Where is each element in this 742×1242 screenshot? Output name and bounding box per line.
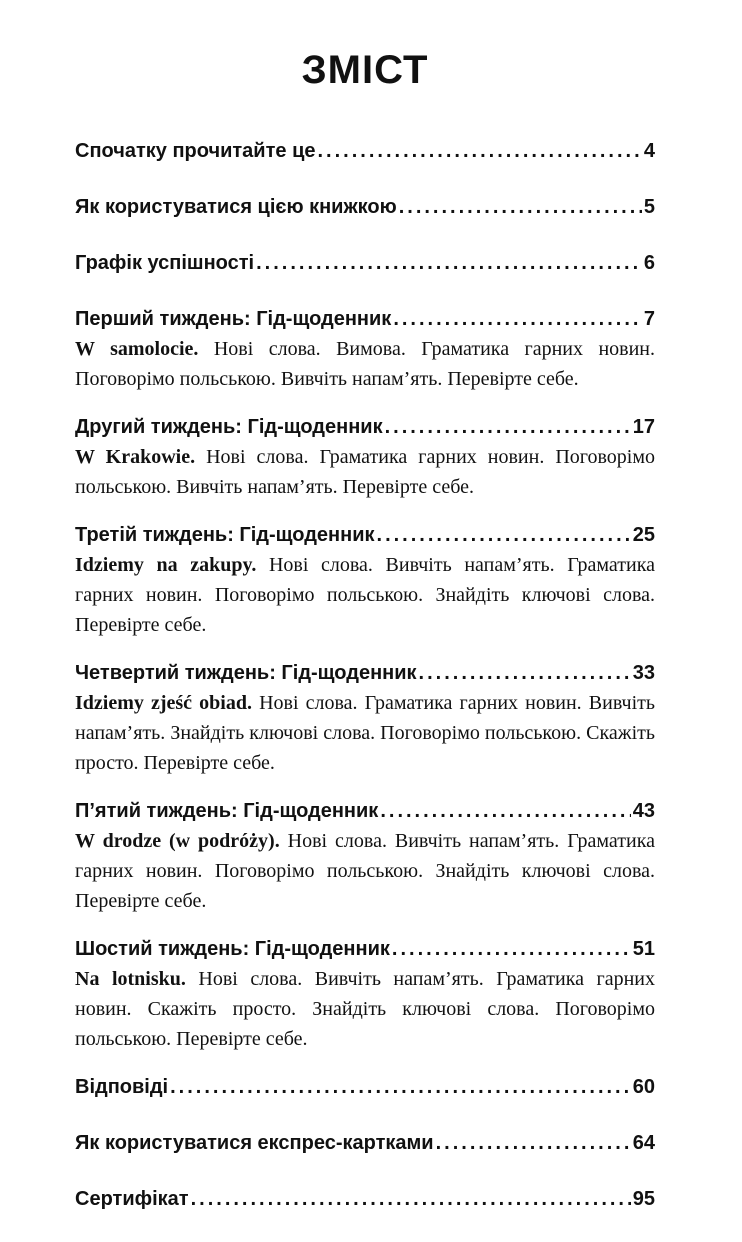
toc-label: Другий тиждень: Гід-щоденник <box>75 416 383 438</box>
lesson-title: Idziemy na zakupy. <box>75 554 257 576</box>
dot-leader <box>380 798 630 824</box>
toc-entry[interactable] <box>75 194 655 220</box>
toc-page-number: 6 <box>643 252 655 274</box>
toc-page-number: 51 <box>632 938 655 960</box>
toc-page-number: 43 <box>632 800 655 822</box>
toc-line <box>75 194 655 220</box>
toc-line <box>75 414 655 440</box>
toc-entry[interactable] <box>75 306 655 394</box>
toc-page-number: 33 <box>632 662 655 684</box>
toc-line <box>75 1130 655 1156</box>
dot-leader <box>377 522 631 548</box>
toc-line <box>75 1074 655 1100</box>
toc-entry[interactable] <box>75 936 655 1054</box>
dot-leader <box>436 1130 631 1156</box>
lesson-title: Idziemy zjeść obiad. <box>75 692 252 714</box>
toc-entry[interactable] <box>75 522 655 640</box>
toc-entry[interactable] <box>75 660 655 778</box>
toc-entry[interactable] <box>75 798 655 916</box>
toc-label: Третій тиждень: Гід-щоденник <box>75 524 375 546</box>
lesson-topics: Нові слова. Вивчіть напам’ять. Граматика гарних новин. Поговорімо польською. Знайдіть ключові слова. Перевірте себе. <box>75 554 655 636</box>
dot-leader <box>191 1186 631 1212</box>
toc-label: Спочатку прочитайте це <box>75 140 316 162</box>
toc-label: Перший тиждень: Гід-щоденник <box>75 308 392 330</box>
toc-page-number: 60 <box>632 1076 655 1098</box>
dot-leader <box>392 936 631 962</box>
toc-description <box>75 826 655 916</box>
dot-leader <box>170 1074 631 1100</box>
lesson-title: W samolocie. <box>75 338 199 360</box>
toc-entry[interactable] <box>75 250 655 276</box>
table-of-contents <box>75 40 655 1242</box>
lesson-topics: Нові слова. Вивчіть напам’ять. Граматика гарних новин. Скажіть просто. Знайдіть ключові слова. Поговорімо польською. Перевірте себе. <box>75 968 655 1050</box>
lesson-title: Na lotnisku. <box>75 968 186 990</box>
toc-label: Відповіді <box>75 1076 169 1098</box>
toc-line <box>75 798 655 824</box>
toc-entry[interactable] <box>75 414 655 502</box>
toc-line <box>75 306 655 332</box>
toc-line <box>75 138 655 164</box>
dot-leader <box>419 660 631 686</box>
toc-label: Графік успішності <box>75 252 255 274</box>
toc-label: Шостий тиждень: Гід-щоденник <box>75 938 390 960</box>
lesson-topics: Нові слова. Вивчіть напам’ять. Граматика гарних новин. Поговорімо польською. Знайдіть ключові слова. Перевірте себе. <box>75 830 656 912</box>
toc-line <box>75 522 655 548</box>
toc-entry[interactable] <box>75 1074 655 1100</box>
toc-page-number: 17 <box>632 416 655 438</box>
toc-entry[interactable] <box>75 1186 655 1212</box>
toc-page-number: 5 <box>643 196 655 218</box>
toc-description <box>75 964 655 1054</box>
toc-description <box>75 688 655 778</box>
toc-line <box>75 250 655 276</box>
toc-entry[interactable] <box>75 1130 655 1156</box>
toc-entry[interactable] <box>75 138 655 164</box>
toc-page-number: 25 <box>632 524 655 546</box>
page-title: ЗМІСТ <box>301 48 429 92</box>
toc-line <box>75 936 655 962</box>
toc-line <box>75 660 655 686</box>
toc-label: Четвертий тиждень: Гід-щоденник <box>75 662 417 684</box>
dot-leader <box>256 250 642 276</box>
toc-label: П’ятий тиждень: Гід-щоденник <box>75 800 379 822</box>
lesson-topics: Нові слова. Граматика гарних новин. Вивчіть напам’ять. Знайдіть ключові слова. Поговорімо польською. Скажіть просто. Перевірте себе. <box>75 692 655 774</box>
dot-leader <box>393 306 642 332</box>
dot-leader <box>399 194 642 220</box>
lesson-topics: Нові слова. Вимова. Граматика гарних новин. Поговорімо польською. Вивчіть напам’ять. Перевірте себе. <box>75 338 656 390</box>
toc-label: Як користуватися цією книжкою <box>75 196 397 218</box>
toc-description <box>75 334 655 394</box>
toc-description <box>75 550 655 640</box>
dot-leader <box>318 138 642 164</box>
lesson-title: W Krakowie. <box>75 446 196 468</box>
toc-description <box>75 442 655 502</box>
toc-page-number: 95 <box>632 1188 655 1210</box>
lesson-topics: Нові слова. Граматика гарних новин. Поговорімо польською. Вивчіть напам’ять. Перевірте себе. <box>75 446 656 498</box>
toc-label: Як користуватися експрес-картками <box>75 1132 434 1154</box>
toc-line <box>75 1186 655 1212</box>
toc-label: Сертифікат <box>75 1188 189 1210</box>
lesson-title: W drodze (w podróży). <box>75 830 280 852</box>
dot-leader <box>385 414 631 440</box>
toc-page-number: 7 <box>643 308 655 330</box>
toc-page-number: 4 <box>643 140 655 162</box>
toc-page-number: 64 <box>632 1132 655 1154</box>
